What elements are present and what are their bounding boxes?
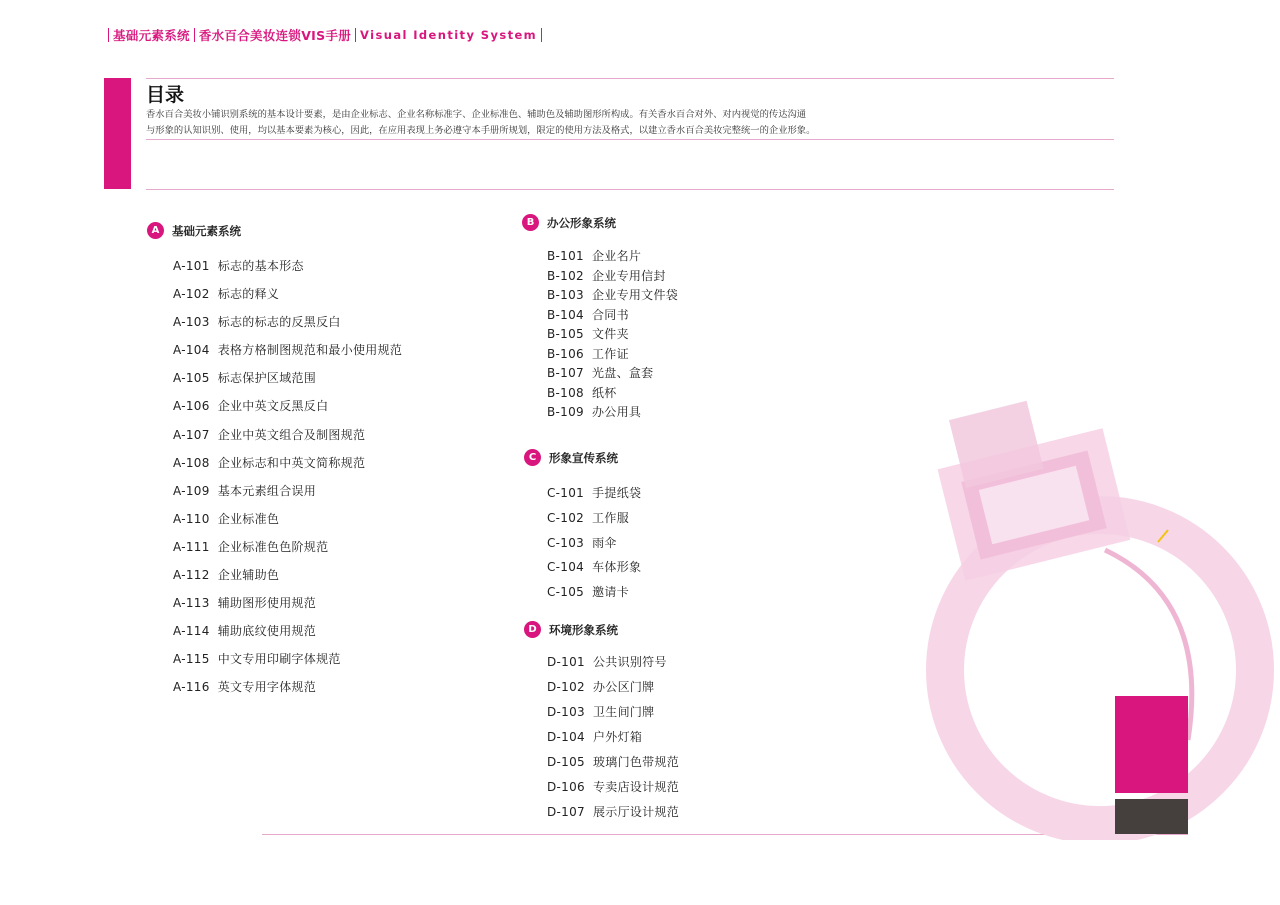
toc-label: 标志的标志的反黑反白 [217, 315, 341, 330]
toc-code: D-102 [547, 680, 585, 694]
toc-code: C-105 [547, 585, 585, 600]
toc-code: D-103 [547, 705, 585, 719]
section-d-list [547, 653, 679, 828]
toc-label: 办公区门牌 [592, 680, 655, 694]
toc-item[interactable] [173, 257, 402, 285]
toc-code: A-103 [173, 315, 210, 330]
section-badge-a: A [147, 222, 164, 239]
toc-item[interactable] [547, 484, 641, 509]
toc-item[interactable] [173, 566, 402, 594]
toc-label: 卫生间门牌 [592, 705, 655, 719]
toc-item[interactable] [547, 403, 678, 423]
toc-code: D-106 [547, 780, 585, 794]
toc-item[interactable] [547, 364, 678, 384]
toc-item[interactable] [547, 325, 678, 345]
toc-item[interactable] [547, 306, 678, 326]
toc-item[interactable] [173, 454, 402, 482]
toc-label: 展示厅设计规范 [592, 805, 680, 819]
toc-item[interactable] [547, 728, 679, 753]
toc-code: C-103 [547, 535, 585, 550]
toc-code: B-104 [547, 307, 584, 322]
toc-code: B-101 [547, 249, 584, 263]
header-divider [108, 28, 109, 42]
toc-label: 企业辅助色 [217, 568, 280, 583]
toc-label: 标志的释义 [217, 287, 280, 302]
toc-label: 企业名片 [591, 249, 642, 263]
section-a-list [173, 257, 402, 707]
header-manual-title: 香水百合美妆连锁VIS手册 [198, 28, 352, 43]
toc-code: C-104 [547, 560, 585, 575]
toc-code: A-109 [173, 483, 210, 498]
intro-line: 香水百合美妆小铺识别系统的基本设计要素，是由企业标志、企业名称标准字、企业标准色、辅助色及辅助图形所构成。有关香水百合对外、对内视觉的传达沟通 [146, 109, 807, 120]
section-a [147, 222, 241, 239]
toc-code: B-103 [547, 288, 584, 302]
toc-label: 合同书 [591, 307, 629, 322]
toc-code: C-102 [547, 510, 585, 525]
header-divider [355, 28, 356, 42]
toc-item[interactable] [547, 534, 641, 559]
section-badge-d: D [524, 621, 541, 638]
toc-label: 企业中英文组合及制图规范 [217, 427, 366, 442]
toc-item[interactable] [173, 650, 402, 678]
toc-code: A-115 [173, 652, 210, 667]
toc-code: B-107 [547, 366, 584, 380]
header-english-title: Visual Identity System [360, 28, 538, 42]
toc-label: 企业专用信封 [591, 268, 666, 283]
toc-label: 玻璃门色带规范 [592, 755, 680, 769]
toc-item[interactable] [173, 426, 402, 454]
accent-color-block [1115, 696, 1188, 793]
toc-label: 专卖店设计规范 [592, 780, 680, 794]
intro-text [146, 107, 846, 139]
toc-item[interactable] [547, 753, 679, 778]
toc-label: 辅助图形使用规范 [217, 596, 317, 611]
section-b [522, 214, 616, 231]
toc-item[interactable] [547, 778, 679, 803]
toc-code: A-106 [173, 399, 210, 414]
toc-code: A-104 [173, 343, 210, 358]
toc-code: A-116 [173, 680, 210, 695]
toc-label: 工作服 [592, 510, 630, 525]
header-divider [194, 28, 195, 42]
rule-intro [146, 139, 1114, 140]
toc-code: A-110 [173, 511, 210, 526]
section-title: 基础元素系统 [172, 223, 241, 238]
toc-label: 表格方格制图规范和最小使用规范 [217, 343, 403, 358]
ring-illustration [920, 380, 1280, 840]
section-title: 形象宣传系统 [549, 450, 618, 465]
toc-label: 企业专用文件袋 [591, 288, 679, 302]
toc-item[interactable] [547, 653, 679, 678]
toc-label: 工作证 [591, 346, 629, 361]
toc-code: B-105 [547, 327, 584, 341]
toc-item[interactable] [173, 369, 402, 397]
toc-code: B-108 [547, 385, 584, 400]
toc-label: 光盘、盒套 [591, 366, 654, 380]
toc-item[interactable] [547, 558, 641, 583]
toc-item[interactable] [547, 247, 678, 267]
accent-bar [104, 78, 131, 189]
toc-item[interactable] [173, 397, 402, 425]
section-c [524, 449, 618, 466]
toc-label: 英文专用字体规范 [217, 680, 317, 695]
toc-item[interactable] [173, 285, 402, 313]
toc-item[interactable] [173, 594, 402, 622]
section-badge-c: C [524, 449, 541, 466]
toc-code: D-101 [547, 655, 585, 669]
toc-label: 手提纸袋 [592, 486, 642, 500]
section-title: 办公形象系统 [547, 215, 616, 230]
toc-item[interactable] [173, 341, 402, 369]
toc-label: 公共识别符号 [592, 655, 667, 669]
toc-code: A-102 [173, 287, 210, 302]
toc-code: D-105 [547, 755, 585, 769]
toc-code: A-107 [173, 427, 210, 442]
toc-item[interactable] [547, 509, 641, 534]
toc-item[interactable] [547, 267, 678, 287]
toc-item[interactable] [547, 345, 678, 365]
header-section-title: 基础元素系统 [113, 28, 190, 43]
section-badge-b: B [522, 214, 539, 231]
toc-label: 中文专用印刷字体规范 [217, 652, 341, 667]
toc-label: 雨伞 [592, 535, 617, 550]
toc-code: B-106 [547, 346, 584, 361]
toc-item[interactable] [173, 482, 402, 510]
ring-gem [927, 385, 1131, 581]
toc-label: 车体形象 [592, 560, 642, 575]
toc-label: 标志保护区域范围 [217, 371, 317, 386]
section-d [524, 621, 618, 638]
toc-item[interactable] [547, 803, 679, 828]
toc-item[interactable] [173, 622, 402, 650]
toc-item[interactable] [547, 583, 641, 608]
toc-item[interactable] [547, 286, 678, 306]
header-divider [541, 28, 542, 42]
toc-label: 办公用具 [591, 405, 642, 419]
toc-code: B-102 [547, 268, 584, 283]
toc-code: A-108 [173, 455, 210, 470]
section-title: 环境形象系统 [549, 622, 618, 637]
toc-code: A-112 [173, 568, 210, 583]
toc-label: 户外灯箱 [592, 730, 643, 744]
toc-label: 文件夹 [591, 327, 629, 341]
toc-item[interactable] [547, 384, 678, 404]
header-bar [104, 26, 546, 44]
toc-code: A-105 [173, 371, 210, 386]
toc-label: 企业中英文反黑反白 [217, 399, 329, 414]
toc-label: 辅助底纹使用规范 [217, 624, 317, 639]
toc-label: 标志的基本形态 [217, 259, 304, 273]
toc-item[interactable] [173, 313, 402, 341]
toc-item[interactable] [173, 678, 402, 706]
rule-top [146, 78, 1114, 79]
toc-code: A-114 [173, 624, 210, 639]
section-c-list [547, 484, 641, 608]
toc-code: C-101 [547, 486, 585, 500]
toc-label: 企业标准色色阶规范 [217, 539, 329, 554]
section-b-list [547, 247, 678, 423]
toc-item[interactable] [173, 538, 402, 566]
toc-label: 基本元素组合误用 [217, 483, 317, 498]
toc-item[interactable] [547, 678, 679, 703]
intro-line: 与形象的认知识别、使用，均以基本要素为核心，因此，在应用表现上务必遵守本手册所规划，限定的使用方法及格式，以建立香水百合美妆完整统一的企业形象。 [146, 125, 816, 136]
toc-code: D-107 [547, 805, 585, 819]
toc-label: 企业标志和中英文简称规范 [217, 455, 366, 470]
toc-code: A-101 [173, 259, 210, 273]
rule-header-bottom [146, 189, 1114, 190]
toc-code: D-104 [547, 730, 585, 744]
toc-label: 邀请卡 [592, 585, 630, 600]
page-title: 目录 [146, 84, 185, 106]
toc-code: B-109 [547, 405, 584, 419]
toc-code: A-111 [173, 539, 210, 554]
toc-label: 企业标准色 [217, 511, 280, 526]
toc-label: 纸杯 [591, 385, 617, 400]
toc-code: A-113 [173, 596, 210, 611]
toc-item[interactable] [173, 510, 402, 538]
dark-color-block [1115, 799, 1188, 834]
toc-item[interactable] [547, 703, 679, 728]
